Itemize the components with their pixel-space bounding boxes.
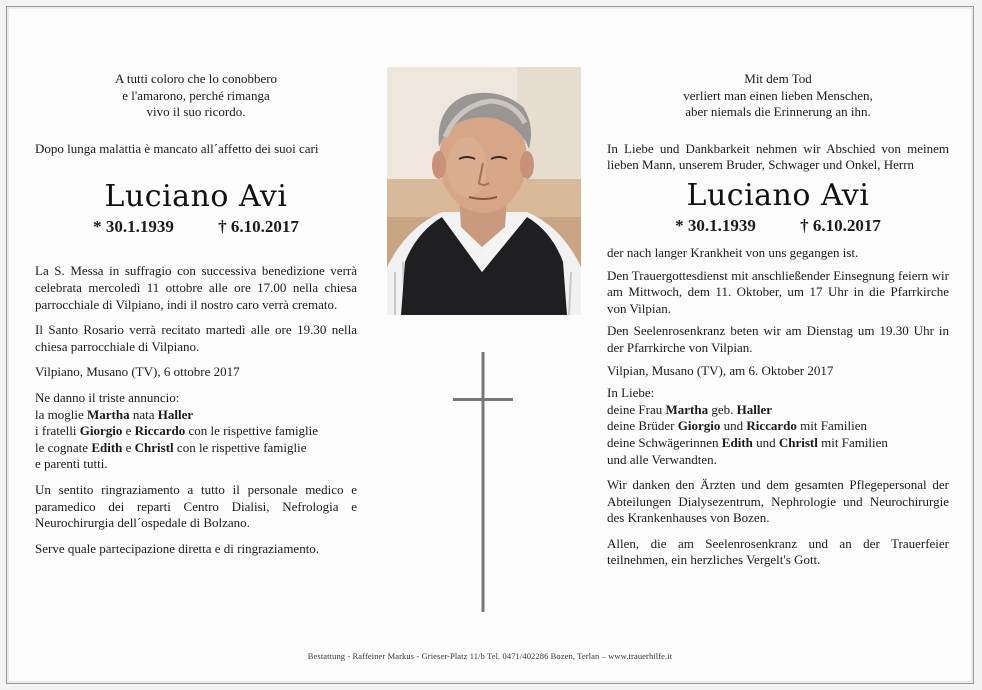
list-item: deine Schwägerinnen Edith und Christl mit Familien [607,434,888,450]
poem-line: aber niemals die Erinnerung an ihn. [685,104,871,120]
poem-line: Mit dem Tod [744,71,812,86]
portrait-photo [387,67,581,315]
death-date: † 6.10.2017 [218,217,299,237]
german-intro: In Liebe und Dankbarkeit nehmen wir Abschied von meinem lieben Mann, unserem Bruder, Schwager und Onkel, Herrn [607,140,949,173]
list-item: deine Brüder Giorgio und Riccardo mit Familien [607,418,867,434]
closing-line: Allen, die am Seelenrosenkranz und an der Trauerfeier teilnehmen, ein herzliches Vergelt's Gott. [607,535,949,568]
poem-line: verliert man einen lieben Menschen, [683,87,873,103]
closing-line: Serve quale partecipazione diretta e di ringraziamento. [35,540,320,556]
rosary-info: Den Seelenrosenkranz beten wir am Dienstag um 19.30 Uhr in der Pfarrkirche von Vilpian. [607,323,949,355]
cross-icon [453,352,513,612]
announce-intro: Ne danno il triste annuncio: [35,389,180,405]
deceased-name-german: Luciano Avi [686,177,870,213]
poem-line: A tutti coloro che lo conobbero [114,71,278,86]
obituary-card [6,6,974,684]
italian-intro: Dopo lunga malattia è mancato all´affetto dei suoi cari [35,140,319,156]
birth-date: * 30.1.1939 [93,217,174,237]
portrait-image [387,67,581,315]
after-text: der nach langer Krankheit von uns gegangen ist. [607,244,859,260]
announcement-list [35,390,357,473]
birth-date: * 30.1.1939 [675,215,756,235]
italian-column [35,71,357,557]
list-item: deine Frau Martha geb. Haller [607,401,773,417]
thanks-paragraph: Un sentito ringraziamento a tutto il personale medico e paramedico dei reparti Centro Dialisi, Nefrologia e Neurochirurgia dell´ospedale di Bolzano. [35,481,357,531]
italian-poem [35,71,357,121]
place-date: Vilpiano, Musano (TV), 6 ottobre 2017 [35,364,240,380]
list-item: i fratelli Giorgio e Riccardo con le rispettive famiglie [35,423,319,439]
rosary-info: Il Santo Rosario verrà recitato martedì alle ore 19.30 nella chiesa parrocchiale di Vilpiano. [35,322,357,354]
list-item: e parenti tutti. [35,456,108,472]
life-dates-italian [35,216,357,238]
deceased-name-italian: Luciano Avi [104,179,288,215]
life-dates-german [607,215,949,237]
mourners-list [607,385,949,468]
death-date: † 6.10.2017 [800,215,881,235]
list-item: la moglie Martha nata Haller [35,406,194,422]
place-date: Vilpian, Musano (TV), am 6. Oktober 2017 [607,362,834,378]
list-item: und alle Verwandten. [607,451,717,467]
mass-info: La S. Messa in suffragio con successiva benedizione verrà celebrata mercoledì 11 ottobre alle ore 17.00 nella chiesa parrocchiale di Vilpiano, indi il nostro caro verrà cremato. [35,263,357,312]
service-info: Den Trauergottesdienst mit anschließender Einsegnung feiern wir am Mittwoch, dem 11. Oktober, um 17 Uhr in die Pfarrkirche von Vilpian. [607,267,949,316]
list-item: le cognate Edith e Christl con le rispettive famiglie [35,439,307,455]
german-poem [607,71,949,121]
poem-line: e l'amarono, perché rimanga [122,87,270,103]
poem-line: vivo il suo ricordo. [146,104,246,120]
thanks-paragraph: Wir danken den Ärzten und dem gesamten Pflegepersonal der Abteilungen Dialysezentrum, Nephrologie und Neurochirurgie des Krankenhauses von Bozen. [607,477,949,526]
love-intro: In Liebe: [607,385,655,401]
german-column [607,71,949,569]
funeral-home-footer: Bestattung - Raffeiner Markus - Grieser-Platz 11/b Tel. 0471/402286 Bozen, Terlan – www.trauerhilfe.it [307,651,673,661]
